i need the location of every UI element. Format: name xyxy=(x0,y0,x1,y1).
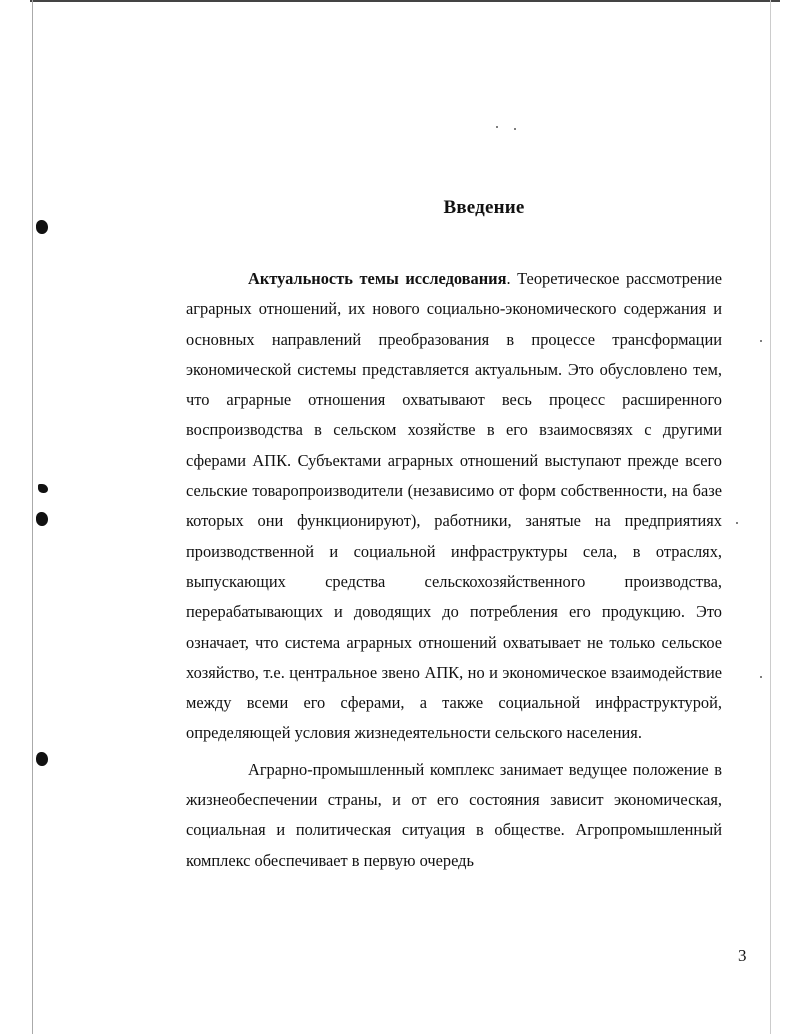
paragraph-lead: Актуальность темы исследования xyxy=(248,269,507,288)
paragraph-relevance xyxy=(186,264,722,749)
binder-hole-middle xyxy=(36,512,48,526)
paragraph-text: Аграрно-промышленный комплекс занимает ведущее положение в жизнеобеспечении страны, и от его состояния зависит экономическая, социальная и политическая ситуация в обществе. Агропромышленный комплекс обеспечивает в первую очередь xyxy=(186,759,722,870)
scan-right-edge xyxy=(770,0,771,1034)
scan-speck xyxy=(514,128,516,130)
scan-speck xyxy=(760,676,762,678)
paragraph-text: Теоретическое рассмотрение аграрных отношений, их нового социально-экономического содержания и основных направлений преобразования в процессе трансформации экономической системы представляется актуальным. Это обусловлено тем, что аграрные отношения охватывают весь процесс расширенного воспроизводства в сельском хозяйстве в его взаимосвязях с другими сферами АПК. Субъектами аграрных отношений выступают прежде всего сельские товаропроизводители (независимо от форм собственности, на базе которых они функционируют), работники, занятые на предприятиях производственной и социальной инфраструктуры села, в отраслях, выпускающих средства сельскохозяйственного производства, перерабатывающих и доводящих до потребления его продукцию. Это означает, что система аграрных отношений охватывает не только сельское хозяйство, т.е. центральное звено АПК, но и экономическое взаимодействие между всеми его сферами, а также социальной инфраструктурой, определяющей условия жизнедеятельности сельского населения. xyxy=(186,269,723,743)
binder-hole-bottom xyxy=(36,752,48,766)
binder-hole-top xyxy=(36,220,48,234)
scan-speck xyxy=(736,522,738,524)
page-number: 3 xyxy=(738,946,747,965)
paragraph-lead-suffix: . xyxy=(506,269,511,288)
scan-speck xyxy=(496,126,498,128)
scan-speck xyxy=(760,340,762,342)
page-title: Введение xyxy=(443,196,525,218)
body-text xyxy=(186,264,722,876)
scan-top-rule xyxy=(30,0,780,2)
paragraph-agroindustrial xyxy=(186,755,722,876)
scan-left-edge xyxy=(32,0,33,1034)
scan-mark xyxy=(38,484,48,493)
